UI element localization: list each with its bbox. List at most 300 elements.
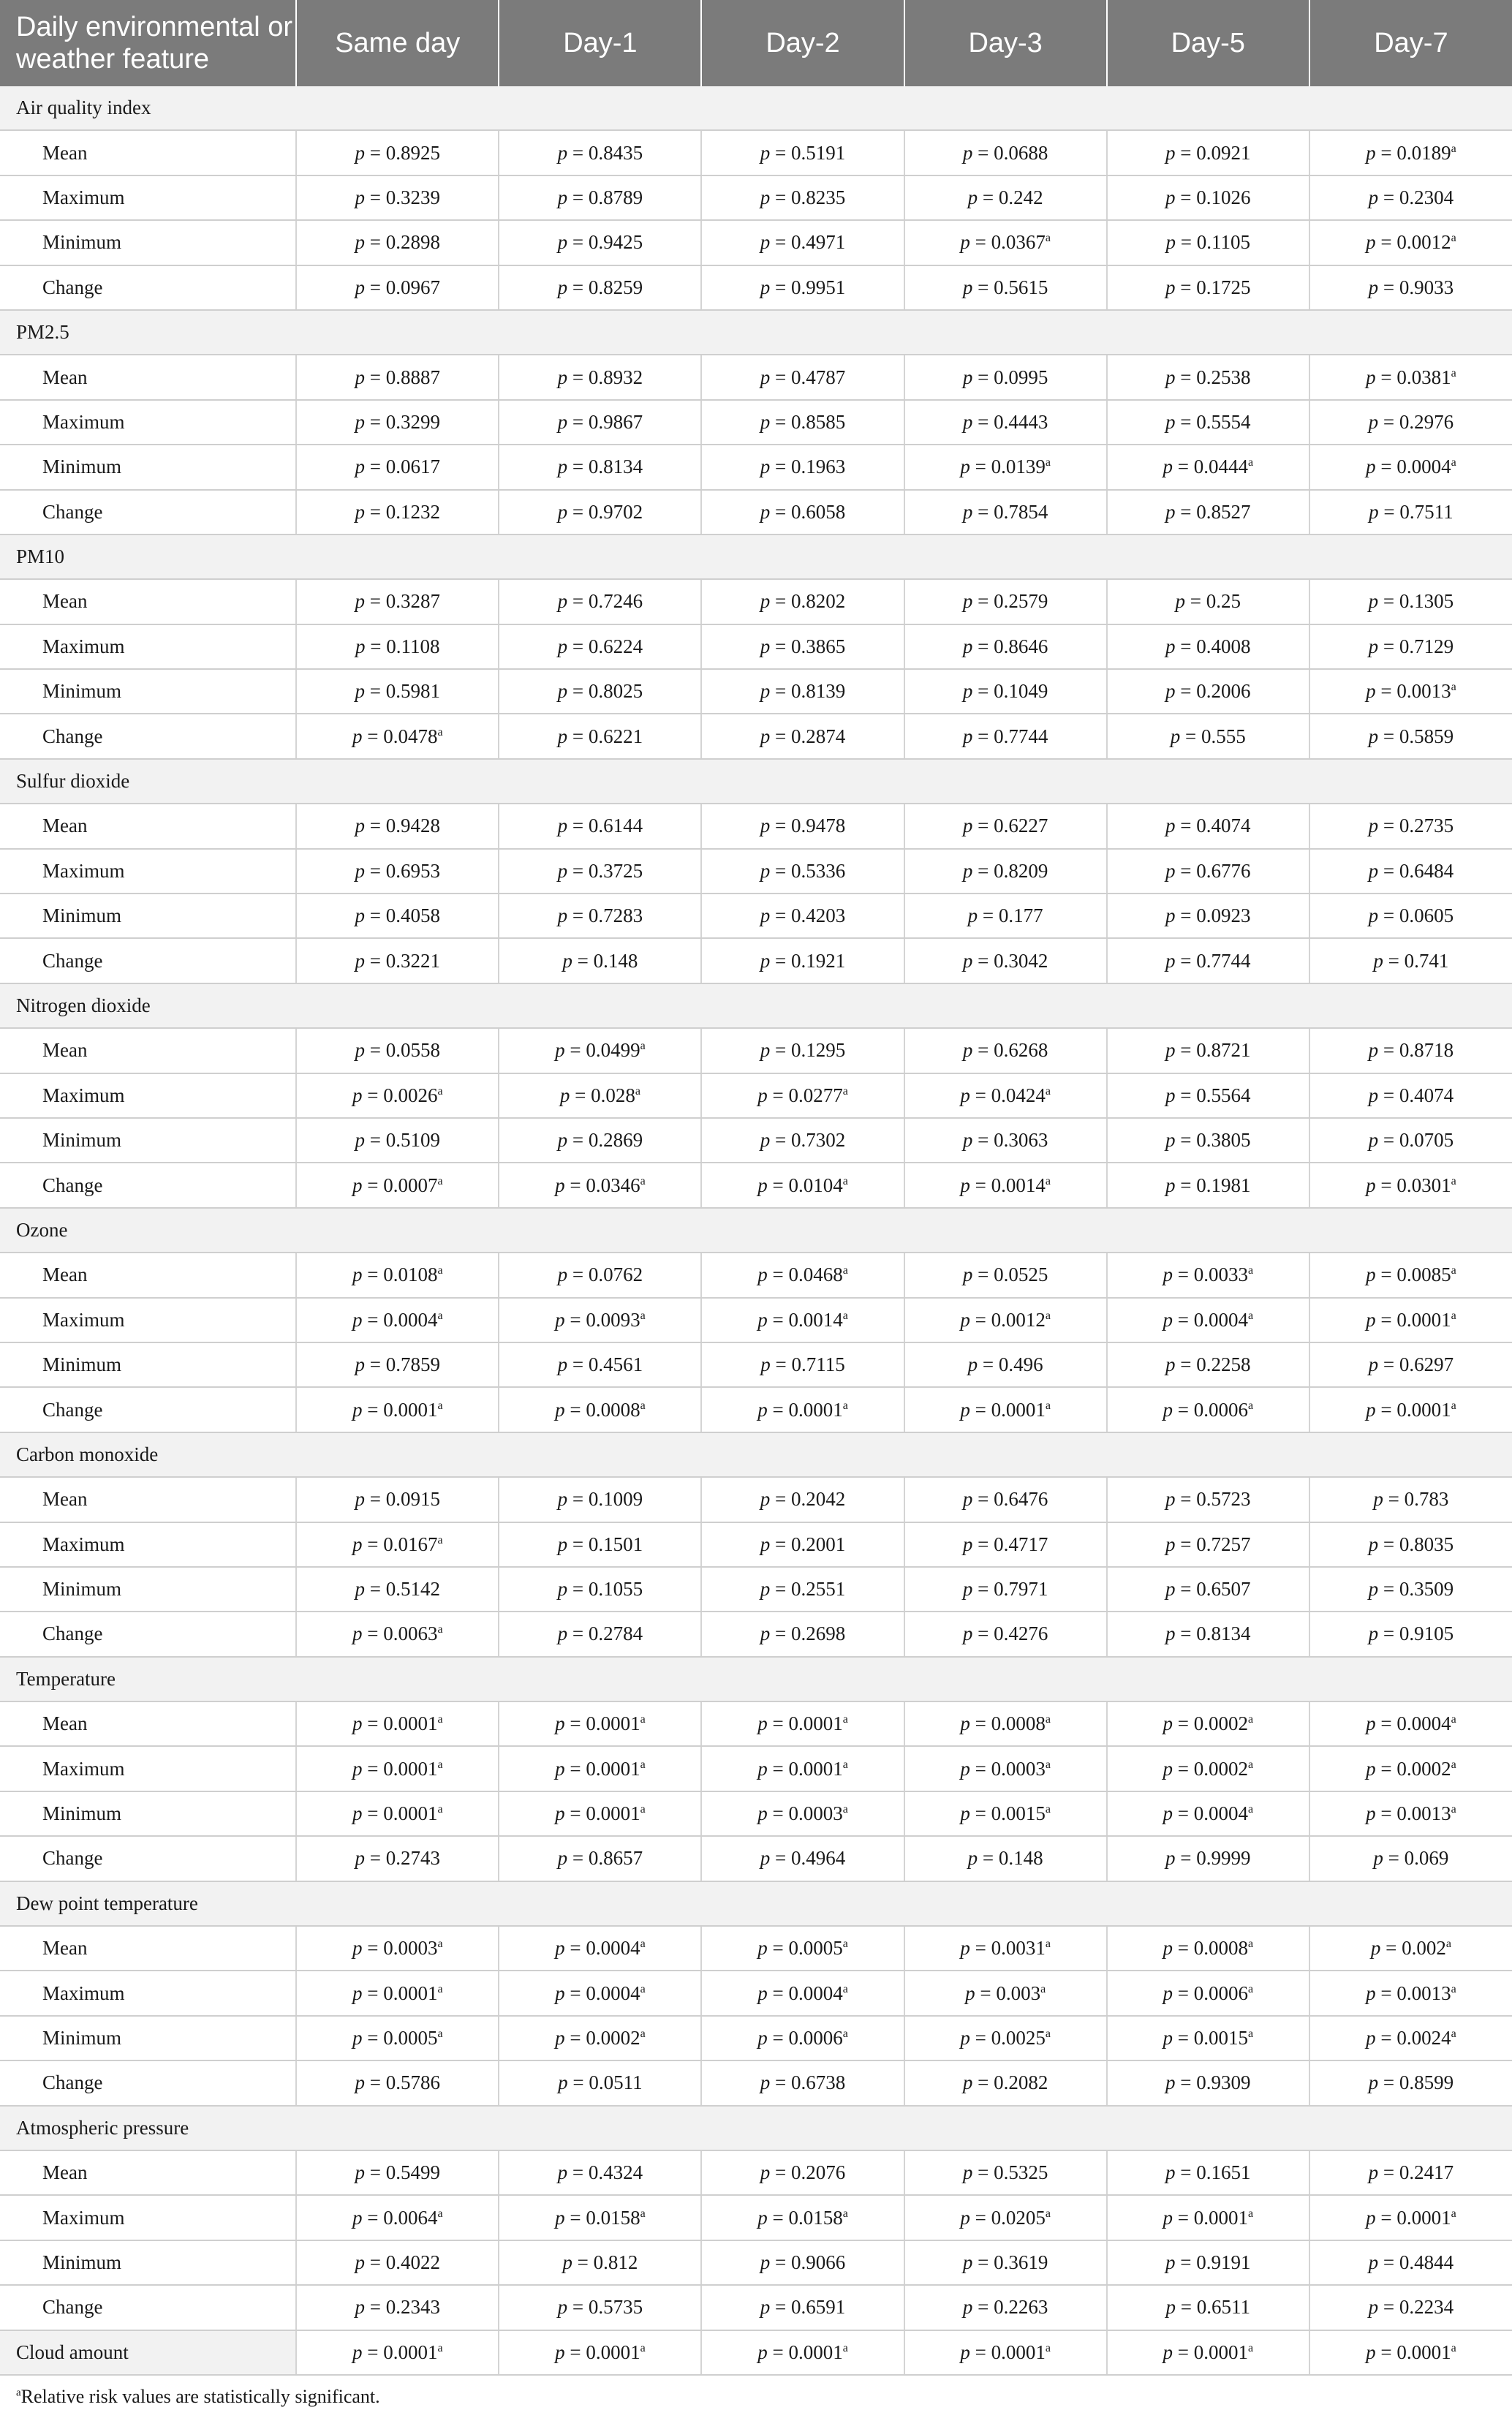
group-label: Temperature (0, 1657, 1512, 1701)
p-value: 0.4717 (994, 1533, 1048, 1555)
row-label: Minimum (0, 445, 296, 489)
p-symbol: p (1163, 2206, 1173, 2229)
p-value-cell (1309, 938, 1512, 983)
equals-sign: = (770, 186, 791, 208)
p-value: 0.8435 (588, 141, 643, 164)
p-symbol: p (352, 1937, 363, 1960)
p-value: 0.812 (593, 2251, 638, 2273)
p-value: 0.8887 (385, 366, 440, 388)
p-symbol: p (967, 1847, 978, 1870)
p-value: 0.3619 (994, 2251, 1048, 2273)
p-symbol: p (962, 590, 973, 613)
p-value: 0.0001 (1396, 2206, 1451, 2229)
p-symbol: p (1368, 1039, 1379, 1062)
p-symbol: p (557, 815, 568, 837)
p-symbol: p (557, 1578, 568, 1601)
p-value-cell (499, 2195, 701, 2240)
equals-sign: = (567, 859, 589, 882)
p-value: 0.0001 (788, 2341, 843, 2363)
p-value-cell (701, 1118, 904, 1163)
p-symbol: p (1165, 635, 1176, 657)
table-row (0, 624, 1512, 669)
p-symbol: p (760, 1623, 771, 1645)
p-value: 0.2743 (385, 1847, 440, 1870)
p-symbol: p (555, 1308, 565, 1331)
p-symbol: p (1165, 2071, 1176, 2094)
significance-marker: a (1451, 2341, 1456, 2354)
equals-sign: = (1172, 1757, 1194, 1780)
p-value: 0.6507 (1196, 1578, 1251, 1601)
p-value: 0.0558 (385, 1039, 440, 1062)
equals-sign: = (362, 1084, 384, 1106)
equals-sign: = (1172, 456, 1194, 478)
group-row (0, 1208, 1512, 1253)
p-symbol: p (355, 366, 365, 388)
table-row (0, 130, 1512, 175)
significance-marker: a (437, 1399, 443, 1412)
significance-marker: a (640, 1713, 646, 1726)
p-symbol: p (555, 1757, 565, 1780)
p-symbol: p (1368, 1623, 1379, 1645)
p-value-cell (499, 400, 701, 445)
p-value: 0.8721 (1196, 1039, 1251, 1062)
p-value-cell (1107, 2150, 1309, 2195)
p-value-cell (1107, 1253, 1309, 1297)
p-symbol: p (557, 635, 568, 657)
p-symbol: p (1165, 410, 1176, 433)
equals-sign: = (564, 1937, 586, 1960)
p-symbol: p (1366, 231, 1376, 254)
equals-sign: = (1378, 1084, 1399, 1106)
p-symbol: p (960, 1757, 970, 1780)
p-value-cell (701, 1836, 904, 1881)
table-row (0, 445, 1512, 489)
p-symbol: p (960, 1937, 970, 1960)
p-symbol: p (555, 2206, 565, 2229)
p-value: 0.0013 (1396, 680, 1451, 703)
equals-sign: = (1175, 1847, 1197, 1870)
equals-sign: = (1175, 410, 1197, 433)
significance-marker: a (437, 2341, 443, 2354)
significance-marker: a (1045, 456, 1051, 469)
p-value-cell (904, 2060, 1107, 2105)
p-value-cell (1309, 175, 1512, 220)
equals-sign: = (1378, 2161, 1399, 2184)
p-value-cell (1309, 894, 1512, 938)
table-row (0, 2060, 1512, 2105)
table-row (0, 265, 1512, 310)
equals-sign: = (365, 949, 386, 972)
p-value-cell (296, 1253, 499, 1297)
p-symbol: p (557, 1623, 568, 1645)
equals-sign: = (362, 725, 384, 747)
equals-sign: = (567, 1488, 589, 1511)
equals-sign: = (567, 815, 589, 837)
p-value-cell (1309, 2016, 1512, 2060)
significance-marker: a (1451, 1309, 1456, 1322)
p-value: 0.6476 (994, 1488, 1048, 1511)
p-symbol: p (355, 815, 365, 837)
p-value-cell (701, 355, 904, 399)
p-symbol: p (960, 2206, 970, 2229)
p-value: 0.0005 (383, 2026, 438, 2049)
p-value-cell (701, 1298, 904, 1342)
equals-sign: = (1172, 1982, 1194, 2004)
equals-sign: = (1375, 1308, 1397, 1331)
p-value: 0.0189 (1396, 141, 1451, 164)
equals-sign: = (1375, 1263, 1397, 1286)
p-value-cell (904, 1387, 1107, 1432)
p-symbol: p (555, 1712, 565, 1735)
row-label: Minimum (0, 669, 296, 714)
p-value-cell (701, 1387, 904, 1432)
significance-marker: a (640, 2341, 646, 2354)
equals-sign: = (365, 2161, 386, 2184)
p-value-cell (1309, 1612, 1512, 1656)
p-value: 0.1009 (588, 1488, 643, 1511)
equals-sign: = (1175, 2161, 1197, 2184)
equals-sign: = (972, 2296, 994, 2319)
equals-sign: = (362, 2341, 384, 2363)
p-symbol: p (1368, 1353, 1379, 1376)
p-value: 0.0158 (788, 2206, 843, 2229)
equals-sign: = (1380, 1937, 1402, 1960)
p-value-cell (499, 1118, 701, 1163)
p-value: 0.1921 (790, 949, 846, 972)
p-symbol: p (352, 1757, 363, 1780)
p-value: 0.0346 (586, 1174, 640, 1196)
p-value-cell (904, 624, 1107, 669)
p-value: 0.4203 (790, 904, 846, 927)
p-value: 0.003 (996, 1982, 1041, 2004)
p-value: 0.8235 (790, 186, 846, 208)
p-symbol: p (1366, 1982, 1376, 2004)
p-value: 0.7744 (1196, 949, 1251, 972)
significance-marker: a (640, 1758, 646, 1771)
table-row (0, 2240, 1512, 2285)
p-value: 0.0511 (589, 2071, 643, 2094)
p-value-cell (296, 1342, 499, 1387)
p-value-cell (1309, 579, 1512, 624)
p-value-cell (296, 669, 499, 714)
p-value-cell (296, 849, 499, 894)
p-value: 0.6058 (790, 500, 846, 523)
significance-marker: a (1451, 1174, 1456, 1187)
p-symbol: p (1165, 1129, 1176, 1152)
header-col: Day-1 (499, 0, 701, 86)
p-value: 0.9702 (588, 500, 643, 523)
significance-marker: a (842, 1758, 848, 1771)
table-row (0, 2150, 1512, 2195)
p-value-cell (701, 400, 904, 445)
p-value: 0.7859 (385, 1353, 440, 1376)
p-symbol: p (557, 1847, 568, 1870)
equals-sign: = (767, 1263, 789, 1286)
p-value: 0.6268 (994, 1039, 1048, 1062)
p-symbol: p (760, 1353, 771, 1376)
p-symbol: p (960, 1308, 970, 1331)
equals-sign: = (567, 276, 589, 298)
p-value: 0.2735 (1399, 815, 1454, 837)
equals-sign: = (567, 366, 589, 388)
p-value-cell (1309, 1163, 1512, 1207)
p-value-cell (904, 1073, 1107, 1118)
p-symbol: p (757, 1712, 768, 1735)
p-value-cell (701, 2240, 904, 2285)
equals-sign: = (362, 1757, 384, 1780)
p-value: 0.6776 (1196, 859, 1251, 882)
p-value: 0.6221 (588, 725, 643, 747)
p-value-cell (904, 1701, 1107, 1746)
p-value-cell (296, 1387, 499, 1432)
p-value: 0.8585 (790, 410, 846, 433)
p-symbol: p (1165, 2161, 1176, 2184)
p-value: 0.0605 (1399, 904, 1454, 927)
p-symbol: p (962, 859, 973, 882)
equals-sign: = (365, 500, 386, 523)
equals-sign: = (1375, 141, 1397, 164)
p-value-cell (701, 579, 904, 624)
significance-marker: a (635, 1084, 640, 1098)
p-value: 0.2343 (385, 2296, 440, 2319)
significance-marker: a (1247, 1938, 1254, 1951)
p-symbol: p (1366, 1308, 1376, 1331)
p-symbol: p (557, 904, 568, 927)
p-value-cell (701, 894, 904, 938)
equals-sign: = (1378, 2251, 1399, 2273)
p-value-cell (904, 579, 1107, 624)
p-value-cell (1107, 1971, 1309, 2015)
p-symbol: p (557, 2296, 568, 2319)
equals-sign: = (365, 1488, 386, 1511)
p-symbol: p (962, 725, 973, 747)
p-value-cell (1107, 894, 1309, 938)
equals-sign: = (770, 2071, 791, 2094)
p-symbol: p (967, 186, 978, 208)
p-value-cell (1107, 2285, 1309, 2330)
equals-sign: = (564, 1398, 586, 1421)
p-value: 0.8925 (385, 141, 440, 164)
p-symbol: p (555, 1398, 565, 1421)
p-value: 0.2976 (1399, 410, 1454, 433)
p-symbol: p (1368, 859, 1379, 882)
p-value: 0.0525 (994, 1263, 1048, 1286)
p-symbol: p (757, 1263, 768, 1286)
p-value-cell (499, 1298, 701, 1342)
p-value: 0.0064 (383, 2206, 438, 2229)
p-value: 0.002 (1402, 1937, 1446, 1960)
p-value: 0.242 (998, 186, 1043, 208)
p-symbol: p (559, 1084, 570, 1106)
p-value: 0.5336 (790, 859, 846, 882)
p-value: 0.1105 (1196, 231, 1250, 254)
p-value: 0.8718 (1399, 1039, 1454, 1062)
p-value: 0.7129 (1399, 635, 1454, 657)
p-value-cell (1107, 1163, 1309, 1207)
significance-marker: a (437, 1713, 443, 1726)
p-symbol: p (962, 2161, 973, 2184)
p-value: 0.0004 (586, 1982, 640, 2004)
p-symbol: p (757, 1757, 768, 1780)
p-value-cell (499, 130, 701, 175)
p-symbol: p (962, 635, 973, 657)
equals-sign: = (1375, 2026, 1397, 2049)
significance-marker: a (1045, 1713, 1051, 1726)
significance-marker: a (1451, 2027, 1456, 2040)
equals-sign: = (770, 2296, 791, 2319)
equals-sign: = (1375, 1712, 1397, 1735)
p-value: 0.2551 (790, 1578, 846, 1601)
p-value: 0.0003 (788, 1802, 843, 1825)
p-value: 0.0001 (586, 1757, 640, 1780)
p-value: 0.148 (593, 949, 638, 972)
equals-sign: = (770, 859, 791, 882)
p-value: 0.2874 (790, 725, 846, 747)
p-value-cell (499, 1746, 701, 1791)
equals-sign: = (972, 1129, 994, 1152)
significance-marker: a (1045, 1309, 1051, 1322)
equals-sign: = (564, 1712, 586, 1735)
equals-sign: = (1378, 590, 1399, 613)
equals-sign: = (567, 1263, 589, 1286)
p-value-cell (904, 804, 1107, 848)
equals-sign: = (564, 1757, 586, 1780)
p-symbol: p (760, 2296, 771, 2319)
p-value: 0.1026 (1196, 186, 1251, 208)
equals-sign: = (365, 635, 387, 657)
p-value-cell (1309, 669, 1512, 714)
p-symbol: p (1165, 141, 1176, 164)
significance-marker: a (842, 1713, 848, 1726)
significance-marker: a (1045, 1803, 1051, 1816)
p-value-cell (1107, 1746, 1309, 1791)
p-symbol: p (355, 2296, 365, 2319)
equals-sign: = (1175, 949, 1197, 972)
p-value: 0.6484 (1399, 859, 1454, 882)
significance-marker: a (1247, 2207, 1254, 2220)
p-value: 0.0002 (1193, 1757, 1248, 1780)
p-value: 0.2579 (994, 590, 1048, 613)
p-value: 0.6144 (588, 815, 643, 837)
p-value: 0.0008 (991, 1712, 1046, 1735)
equals-sign: = (767, 1308, 789, 1331)
p-symbol: p (760, 1488, 771, 1511)
row-label: Mean (0, 1477, 296, 1522)
equals-sign: = (1175, 859, 1197, 882)
p-symbol: p (352, 2341, 363, 2363)
equals-sign: = (567, 2161, 589, 2184)
equals-sign: = (362, 1174, 384, 1196)
p-symbol: p (355, 1039, 365, 1062)
equals-sign: = (362, 1398, 384, 1421)
p-value: 0.9999 (1196, 1847, 1251, 1870)
p-symbol: p (760, 635, 771, 657)
p-value: 0.6511 (1196, 2296, 1250, 2319)
p-value-cell (296, 1163, 499, 1207)
p-value: 0.0004 (1193, 1308, 1248, 1331)
p-symbol: p (557, 1129, 568, 1152)
p-value: 0.4443 (994, 410, 1048, 433)
p-value-cell (904, 1971, 1107, 2015)
equals-sign: = (969, 1308, 991, 1331)
equals-sign: = (770, 456, 791, 478)
p-value-cell (1309, 1477, 1512, 1522)
p-symbol: p (760, 1533, 771, 1555)
equals-sign: = (567, 1847, 589, 1870)
p-symbol: p (967, 1353, 978, 1376)
table-row (0, 894, 1512, 938)
p-value-cell (1107, 1118, 1309, 1163)
equals-sign: = (365, 2296, 386, 2319)
equals-sign: = (972, 725, 994, 747)
p-value-cell (904, 1118, 1107, 1163)
equals-sign: = (567, 1533, 589, 1555)
p-value-cell (499, 1701, 701, 1746)
p-value-cell (904, 1522, 1107, 1567)
equals-sign: = (1378, 2296, 1399, 2319)
p-value: 0.0001 (788, 1712, 843, 1735)
p-value-cell (296, 355, 499, 399)
equals-sign: = (972, 276, 994, 298)
equals-sign: = (767, 1712, 789, 1735)
p-value: 0.0001 (383, 1982, 438, 2004)
row-label: Change (0, 490, 296, 534)
equals-sign: = (1172, 1802, 1194, 1825)
p-value: 0.0031 (991, 1937, 1046, 1960)
significance-marker: a (1045, 2207, 1051, 2220)
p-value-cell (499, 490, 701, 534)
p-value-cell (904, 714, 1107, 758)
p-symbol: p (555, 2341, 565, 2363)
p-value-cell (904, 2240, 1107, 2285)
p-symbol: p (757, 1802, 768, 1825)
p-value: 0.0001 (1396, 1308, 1451, 1331)
equals-sign: = (567, 2296, 589, 2319)
row-label: Change (0, 265, 296, 310)
equals-sign: = (770, 1533, 791, 1555)
p-symbol: p (1366, 141, 1376, 164)
p-value: 0.3239 (385, 186, 440, 208)
p-value: 0.2304 (1399, 186, 1454, 208)
p-symbol: p (1373, 1847, 1383, 1870)
p-value: 0.0063 (383, 1623, 438, 1645)
p-symbol: p (352, 1263, 363, 1286)
p-symbol: p (962, 815, 973, 837)
significance-marker: a (1247, 1758, 1254, 1771)
row-label: Maximum (0, 1522, 296, 1567)
equals-sign: = (362, 2026, 384, 2049)
group-row (0, 1881, 1512, 1926)
significance-marker: a (1247, 2027, 1254, 2040)
p-value: 0.8134 (1196, 1623, 1251, 1645)
p-symbol: p (760, 366, 771, 388)
p-value-cell (296, 1926, 499, 1971)
equals-sign: = (365, 904, 386, 927)
p-value: 0.25 (1206, 590, 1241, 613)
p-value: 0.1981 (1196, 1174, 1251, 1196)
equals-sign: = (1175, 1488, 1197, 1511)
p-value-cell (904, 400, 1107, 445)
p-value: 0.3221 (385, 949, 440, 972)
table-row (0, 2016, 1512, 2060)
p-value: 0.0006 (788, 2026, 843, 2049)
equals-sign: = (767, 2026, 789, 2049)
p-symbol: p (1170, 725, 1181, 747)
p-value: 0.0002 (1193, 1712, 1248, 1735)
p-symbol: p (1368, 276, 1379, 298)
p-value-cell (701, 220, 904, 265)
p-value: 0.4022 (385, 2251, 440, 2273)
